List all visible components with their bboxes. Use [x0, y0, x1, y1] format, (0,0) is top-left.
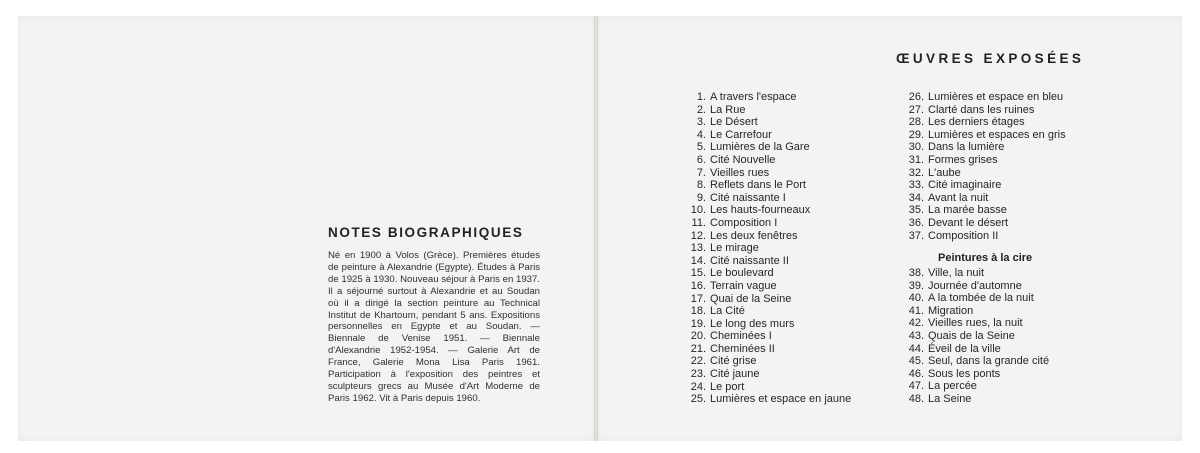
work-number: 44. [908, 342, 924, 355]
work-number: 9. [696, 191, 706, 204]
work-number: 8. [696, 179, 706, 192]
work-item [660, 179, 851, 192]
work-title: Journée d'automne [928, 279, 1022, 292]
work-title: Cité Nouvelle [710, 153, 776, 166]
work-title: Quai de la Seine [710, 292, 792, 305]
work-number: 18. [690, 305, 706, 318]
work-title: Lumières et espace en jaune [710, 393, 852, 406]
work-item [878, 154, 1066, 167]
work-number: 17. [690, 292, 706, 305]
work-number: 6. [696, 153, 706, 166]
work-number: 29. [908, 128, 924, 141]
work-number: 22. [690, 355, 706, 368]
work-item [660, 393, 851, 406]
work-number: 10. [690, 204, 706, 217]
work-title: Quais de la Seine [928, 329, 1015, 342]
work-item [660, 355, 851, 368]
work-item [660, 242, 851, 255]
work-title: A la tombée de la nuit [928, 292, 1034, 305]
work-item [660, 217, 851, 230]
work-title: Ville, la nuit [928, 267, 985, 279]
work-title: L'aube [928, 166, 961, 179]
work-number: 24. [690, 380, 706, 393]
work-number: 14. [690, 254, 706, 267]
work-item [660, 305, 851, 318]
work-item [878, 204, 1066, 217]
work-number: 43. [908, 329, 924, 342]
work-item [878, 230, 1066, 243]
work-title: Terrain vague [710, 279, 777, 292]
work-title: Cité naissante II [710, 254, 789, 267]
works-list-column-3 [878, 267, 1049, 406]
work-title: Lumières et espace en bleu [928, 91, 1064, 103]
work-title: Cité naissante I [710, 191, 786, 204]
work-item [878, 167, 1066, 180]
work-item [660, 368, 851, 381]
work-number: 19. [690, 317, 706, 330]
work-item [878, 355, 1049, 368]
work-number: 46. [908, 367, 924, 380]
work-title: Composition I [710, 216, 778, 229]
work-number: 37. [908, 229, 924, 242]
work-item [878, 104, 1066, 117]
work-number: 2. [696, 103, 706, 116]
work-title: Composition II [928, 229, 999, 242]
work-item [878, 267, 1049, 280]
work-number: 7. [696, 166, 706, 179]
work-item [878, 217, 1066, 230]
work-number: 15. [690, 267, 706, 280]
work-title: Éveil de la ville [928, 342, 1001, 355]
work-item [660, 91, 851, 104]
work-item [660, 141, 851, 154]
work-number: 38. [908, 267, 924, 279]
work-title: Cité grise [710, 355, 757, 368]
work-title: Clarté dans les ruines [928, 103, 1035, 116]
work-title: Les deux fenêtres [710, 229, 798, 242]
work-title: Lumières de la Gare [710, 141, 810, 154]
work-number: 35. [908, 204, 924, 217]
work-title: Reflets dans le Port [710, 179, 806, 192]
work-item [660, 267, 851, 280]
work-number: 36. [908, 216, 924, 229]
work-item [878, 116, 1066, 129]
work-number: 5. [696, 141, 706, 154]
work-item [660, 280, 851, 293]
work-item [878, 317, 1049, 330]
work-number: 25. [690, 393, 706, 406]
work-title: La Cité [710, 305, 745, 318]
work-item [878, 393, 1049, 406]
work-title: Sous les ponts [928, 367, 1001, 380]
work-number: 11. [691, 216, 706, 229]
work-item [660, 154, 851, 167]
work-number: 12. [690, 229, 706, 242]
work-title: Le long des murs [710, 317, 795, 330]
work-title: Les derniers étages [928, 116, 1025, 129]
work-item [878, 141, 1066, 154]
work-item [878, 380, 1049, 393]
work-number: 28. [908, 116, 924, 129]
work-title: Dans la lumière [928, 141, 1005, 154]
work-number: 45. [908, 355, 924, 368]
notes-body: Né en 1900 à Volos (Grèce). Premières études de peinture à Alexandrie (Egypte). Études à Paris de 1925 à 1930. Nouveau séjour à Paris en 1937. Il a séjourné surtout à Alexandrie et au Soudan où il a dirigé la section peinture au Technical Institut de Khartoum, pendant 5 ans. Expositions personnelles en Egypte et au Soudan. — Biennale de Venise 1951. — Biennale d'Alexandrie 1952-1954. — Galerie Art de France, Galerie Mona Lisa Paris 1961. Participation à l'exposition des peintres et sculpteurs grecs au Musée d'Art Moderne de Paris 1962. Vit à Paris depuis 1960. [328, 250, 540, 404]
work-item [878, 292, 1049, 305]
work-title: La Seine [928, 392, 972, 405]
work-title: Le boulevard [710, 267, 774, 280]
work-number: 13. [690, 242, 706, 255]
work-item [660, 204, 851, 217]
work-title: La percée [928, 380, 977, 393]
work-item [660, 104, 851, 117]
work-title: Vieilles rues [710, 166, 770, 179]
work-title: Cheminées I [710, 330, 772, 343]
work-title: Formes grises [928, 153, 998, 166]
work-title: Cheminées II [710, 342, 775, 355]
work-number: 27. [908, 103, 924, 116]
work-item [660, 330, 851, 343]
work-number: 34. [908, 191, 924, 204]
work-title: Le Désert [710, 116, 758, 129]
work-number: 23. [690, 368, 706, 381]
work-item [660, 381, 851, 394]
works-list-column-2 [878, 91, 1066, 242]
work-title: La Rue [710, 103, 746, 116]
work-number: 30. [908, 141, 924, 154]
work-item [660, 255, 851, 268]
work-item [660, 116, 851, 129]
work-number: 42. [908, 317, 924, 330]
work-number: 16. [690, 279, 706, 292]
work-title: Cité imaginaire [928, 179, 1002, 192]
work-item [660, 343, 851, 356]
work-title: Migration [928, 304, 974, 317]
work-number: 48. [908, 392, 924, 405]
work-number: 4. [696, 128, 706, 141]
work-number: 21. [690, 342, 706, 355]
work-title: Vieilles rues, la nuit [928, 317, 1023, 330]
work-title: Avant la nuit [928, 191, 989, 204]
work-number: 20. [690, 330, 706, 343]
work-item [660, 230, 851, 243]
work-number: 26. [908, 91, 924, 103]
work-title: Cité jaune [710, 368, 760, 381]
work-number: 47. [908, 380, 924, 393]
work-number: 39. [908, 279, 924, 292]
work-item [878, 91, 1066, 104]
work-item [878, 368, 1049, 381]
work-title: Le mirage [710, 242, 759, 255]
work-number: 31. [908, 153, 924, 166]
work-number: 32. [908, 166, 924, 179]
work-title: Le Carrefour [710, 128, 772, 141]
wax-paintings-heading: Peintures à la cire [938, 252, 1033, 264]
work-item [660, 129, 851, 142]
work-item [878, 305, 1049, 318]
work-item [660, 293, 851, 306]
work-number: 41. [908, 304, 924, 317]
work-number: 40. [908, 292, 924, 305]
work-item [660, 318, 851, 331]
work-title: La marée basse [928, 204, 1007, 217]
work-item [878, 343, 1049, 356]
work-title: Devant le désert [928, 216, 1009, 229]
work-title: Lumières et espaces en gris [928, 128, 1066, 141]
work-title: Les hauts-fourneaux [710, 204, 811, 217]
work-title: Seul, dans la grande cité [928, 355, 1050, 368]
work-title: Le port [710, 380, 745, 393]
work-number: 3. [696, 116, 706, 129]
work-item [878, 280, 1049, 293]
work-item [878, 129, 1066, 142]
work-number: 33. [908, 179, 924, 192]
work-number: 1. [696, 91, 706, 103]
work-title: A travers l'espace [710, 91, 797, 103]
work-item [660, 167, 851, 180]
notes-title: NOTES BIOGRAPHIQUES [328, 225, 524, 240]
work-item [878, 179, 1066, 192]
work-item [878, 192, 1066, 205]
work-item [878, 330, 1049, 343]
works-list-column-1 [660, 91, 851, 406]
works-title: ŒUVRES EXPOSÉES [896, 51, 1085, 66]
work-item [660, 192, 851, 205]
